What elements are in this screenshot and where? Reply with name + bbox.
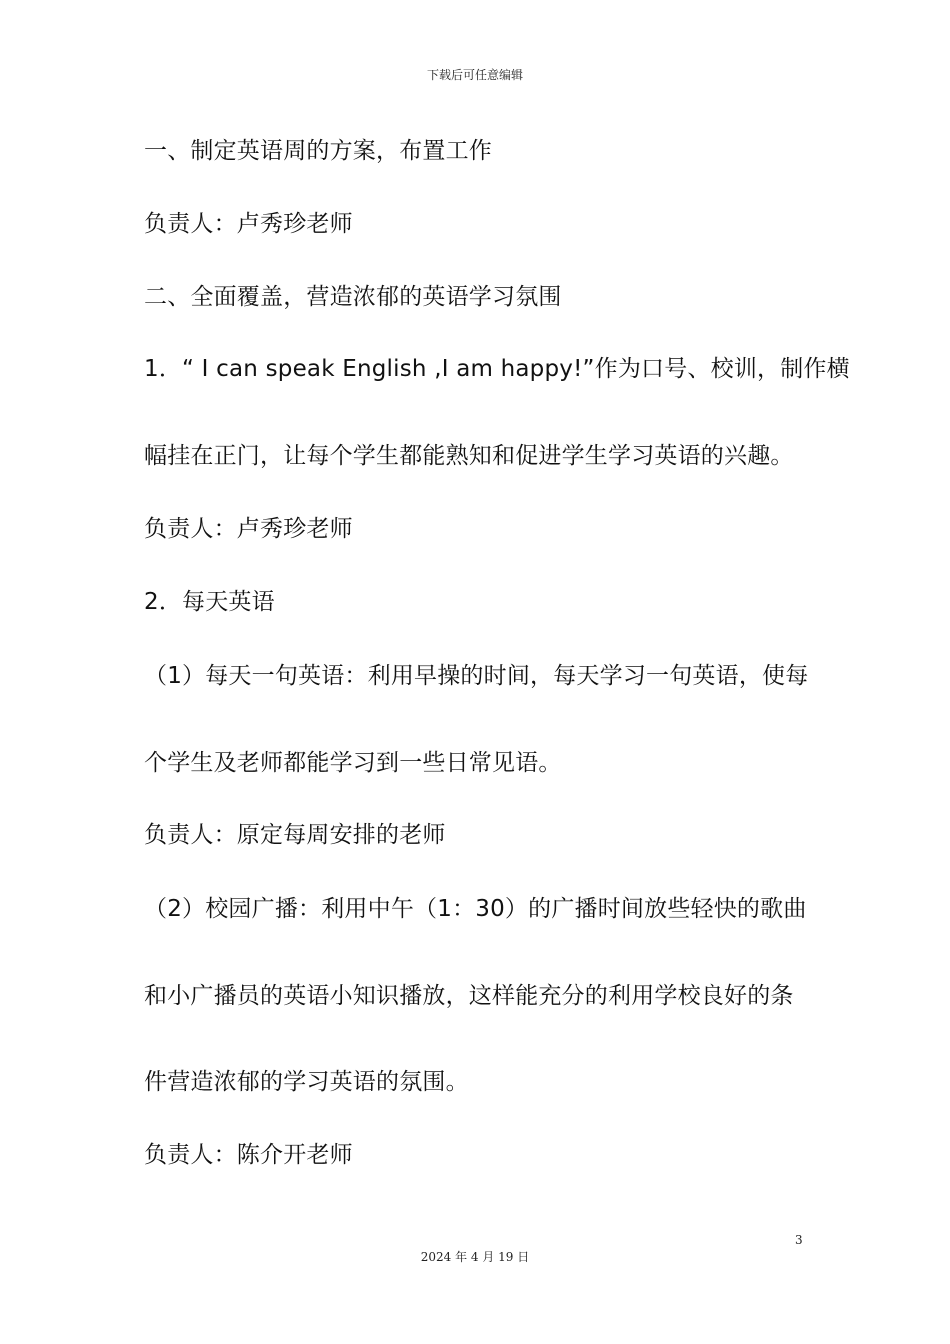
- item-2-2-line-3: 件营造浓郁的学习英语的氛围。: [144, 1069, 469, 1095]
- responsible-person-3: 负责人：原定每周安排的老师: [144, 822, 446, 848]
- item-2-2-line-1: （2）校园广播：利用中午（1：30）的广播时间放些轻快的歌曲: [144, 896, 807, 922]
- responsible-person-2: 负责人：卢秀珍老师: [144, 516, 353, 542]
- item-1-line-1: 1．“ I can speak English ,I am happy!”作为口号、校训，制作横: [144, 356, 850, 382]
- header-note: 下载后可任意编辑: [426, 68, 523, 82]
- item-2-heading: 2．每天英语: [144, 589, 275, 615]
- footer-date: 2024 年 4 月 19 日: [420, 1250, 530, 1264]
- item-1-line-2: 幅挂在正门，让每个学生都能熟知和促进学生学习英语的兴趣。: [144, 443, 794, 469]
- responsible-person-4: 负责人：陈介开老师: [144, 1142, 353, 1168]
- item-2-1-line-1: （1）每天一句英语：利用早操的时间，每天学习一句英语，使每: [144, 663, 809, 689]
- responsible-person-1: 负责人：卢秀珍老师: [144, 211, 353, 237]
- section-heading-2: 二、全面覆盖，营造浓郁的英语学习氛围: [144, 284, 562, 310]
- section-heading-1: 一、制定英语周的方案，布置工作: [144, 138, 492, 164]
- item-2-1-line-2: 个学生及老师都能学习到一些日常见语。: [144, 750, 562, 776]
- item-2-2-line-2: 和小广播员的英语小知识播放，这样能充分的利用学校良好的条: [144, 983, 794, 1009]
- page-number: 3: [795, 1233, 803, 1247]
